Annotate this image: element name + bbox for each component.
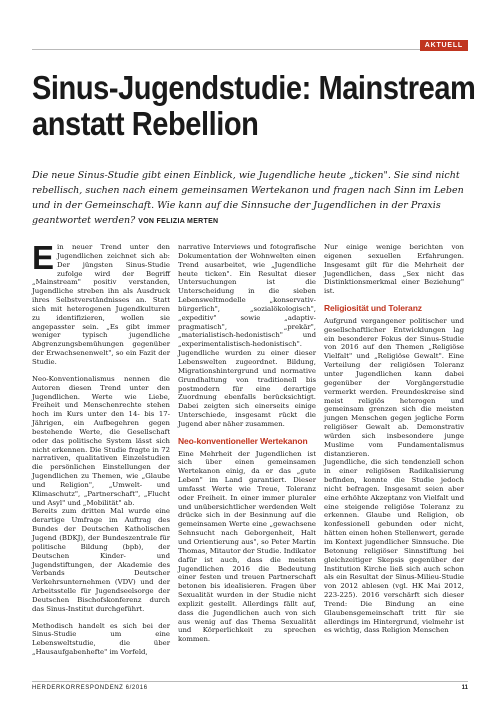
paragraph: narrative Interviews und fotografische Dokumentation der Wohnwelten einen Trend ausarbeitet, wie „Jugendliche heute ticken". Ein Resultat dieser Untersuchungen ist die Unterscheidung in die sieben Lebensweltmodelle „konservativ-bürgerlich", „sozialökologisch", „expeditiv" sowie „adaptiv-pragmatisch", „prekär", „materialistisch-hedonistisch" und „experimentalistisch-hedonistisch". Jugendliche wurden zu einer dieser Lebenswelten zugeordnet. Bildung, Migrationshintergrund und normative Grundhaltung von traditionell bis postmodern für eine derartige Zuordnung ebenfalls berücksichtigt. Dabei zeigten sich einerseits einige Unterschiede, insgesamt rückt die Jugend aber näher zusammen. — [178, 243, 316, 428]
column-1 — [32, 239, 170, 665]
bottom-rule — [32, 681, 468, 682]
title-line-2: anstatt Rebellion — [32, 105, 259, 142]
lead-text: Die neue Sinus-Studie gibt einen Einblick, wie Jugendliche heute „ticken". Sie sind nicht rebellisch, suchen nach einem gemeinsamen Wertekanon und fragen nach Sinn im Leben und in der Gemeinschaft. Wie kann auf die Sinnsuche der Jugendlichen in der Praxis geantwortet werden? — [32, 170, 464, 226]
paragraph — [32, 239, 170, 367]
paragraph-text: in neuer Trend unter den Jugendlichen zeichnet sich ab: Der jüngsten Sinus-Studie zufolge wird der Begriff „Mainstream" positiv verstanden, Jugendliche streben ihn als Ausdruck ihres Selbstverständnisses an. Statt sich mit heterogenen Jugendkulturen zu identifizieren, wollen sie angepasster sein. „Es gibt immer weniger typisch jugendliche Abgrenzungsbemühungen gegenüber der Erwachsenenwelt", so ein Fazit der Studie. — [32, 243, 170, 366]
byline: VON FELIZIA MERTEN — [138, 218, 219, 225]
title-line-1: Sinus-Jugendstudie: Mainstream — [32, 69, 476, 106]
paragraph: Nur einige wenige berichten von eigenen sexuellen Erfahrungen. Insgesamt gilt für die Mehrheit der Jugendlichen, dass „Sex nicht das Distinktionsmerkmal einer Beziehung" ist. — [324, 243, 464, 296]
column-2 — [178, 243, 316, 652]
paragraph: Eine Mehrheit der Jugendlichen ist sich über einen gemeinsamen Wertekanon einig, da er das „gute Leben" im Land garantiert. Dieser umfasst Werte wie Treue, Toleranz oder Freiheit. In einer immer pluraler und unübersichtlicher werdenden Welt drücke sich in der Besinnung auf die gemeinsamen Werte eine „gewachsene Sehnsucht nach Geborgenheit, Halt und Orientierung aus", so Peter Martin Thomas, Mitautor der Studie. Indikator dafür ist auch, dass die meisten Jugendlichen 2016 die Bedeutung einer festen und treuen Partnerschaft betonen bis idealisieren. Fragen über Sexualität wurden in der Studie nicht explizit gestellt. Allerdings fällt auf, dass die Jugendlichen auch von sich aus wenig auf das Thema Sexualität und Körperlichkeit zu sprechen kommen. — [178, 449, 316, 644]
subheading: Religiosität und Toleranz — [324, 303, 422, 314]
page-number: 11 — [461, 685, 468, 691]
footer-publication: HERDERKORRESPONDENZ 6/2016 — [32, 685, 148, 691]
top-rule — [32, 49, 468, 50]
section-badge: AKTUELL — [420, 40, 468, 51]
drop-cap: E — [32, 239, 55, 276]
paragraph: Neo-Konventionalismus nennen die Autoren diesen Trend unter den Jugendlichen. Werte wie Liebe, Freiheit und Menschenrechte stehen hoch im Kurs unter den 14- bis 17-Jährigen, ein Aufbegehren gegen bestehende Werte, die Gesellschaft oder das politische System lässt sich nicht erkennen. Die Studie fragte in 72 narrativen, qualitativen Einzelstudien die persönlichen Einstellungen der Jugendlichen zu Themen, wie „Glaube und Religion", „Umwelt- und Klimaschutz", „Partnerschaft", „Flucht und Asyl" und „Mobilität" ab. — [32, 374, 170, 507]
paragraph: Bereits zum dritten Mal wurde eine derartige Umfrage im Auftrag des Bundes der Deutschen Katholischen Jugend (BDKJ), der Bundeszentrale für politische Bildung (bpb), der Deutschen Kinder- und Jugendstiftungen, der Akademie des Verbands Deutscher Verkehrsunternehmen (VDV) und der Arbeitsstelle für Jugendseelsorge der Deutschen Bischofskonferenz durch das Sinus-Institut durchgeführt. — [32, 507, 170, 613]
article-lead — [32, 168, 470, 229]
article-title — [32, 69, 476, 142]
paragraph: Methodisch handelt es sich bei der Sinus-Studie um eine Lebensweltstudie, die über „Hausaufgabenhefte" im Vorfeld, — [32, 621, 170, 657]
subheading: Neo-konventioneller Wertekanon — [178, 435, 308, 446]
paragraph: Aufgrund vergangener politischer und gesellschaftlicher Entwicklungen lag ein besonderer Fokus der Sinus-Studie von 2016 auf den Themen „Religiöse Vielfalt" und „Religiöse Gewalt". Eine Verteilung der religiösen Toleranz unter Jugendlichen kann dabei gegenüber der Vorgängerstudie vermerkt werden. Freundeskreise sind meist religiös heterogen und gemeinsam grenzen sich die meisten jungen Menschen gegen jegliche Form religiöser Gewalt ab. Demonstrativ würden sich insbesondere junge Muslime vom Fundamentalismus distanzieren. — [324, 316, 464, 458]
paragraph: Jugendliche, die sich tendenziell schon in einer religiösen Radikalisierung befinden, konnte die Studie jedoch nicht befragen. Insgesamt seien aber eine erhöhte Akzeptanz von Vielfalt und eine steigende religiöse Toleranz zu erkennen. Glaube und Religion, ob konfessionell gebunden oder nicht, hätten einen hohen Stellenwert, gerade im Kontext jugendlicher Sinnsuche. Die Betonung religiöser Sinnstiftung bei gleichzeitiger Skepsis gegenüber der Institution Kirche ließ sich auch schon als ein Resultat der Sinus-Milieu-Studie von 2012 ablesen (vgl. HK Mai 2012, 223-225). 2016 verschärft sich dieser Trend: Die Bindung an eine Glaubensgemeinschaft tritt für sie allerdings im Hintergrund, vielmehr ist es wichtig, dass Religion Menschen — [324, 458, 464, 635]
column-3 — [324, 243, 464, 643]
